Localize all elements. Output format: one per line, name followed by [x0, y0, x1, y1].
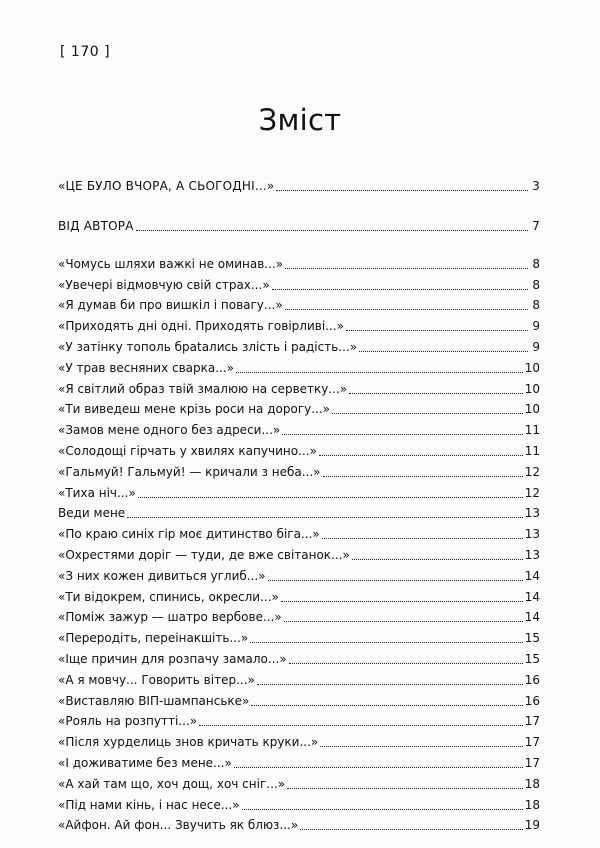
toc-entry-title: «Рояль на розпутті...»: [58, 714, 198, 729]
toc-entry-title: «Айфон. Ай фон... Звучить як блюз...»: [58, 818, 299, 833]
toc-entry-page: 16: [524, 693, 540, 708]
toc-entry[interactable]: [58, 688, 540, 709]
toc-entry[interactable]: [58, 563, 540, 584]
toc-entry-title: «Я думав би про вишкіл і повагу...»: [58, 298, 283, 313]
dot-leader: [281, 600, 523, 602]
toc-entry-page: 15: [524, 631, 540, 646]
toc-entry-page: 11: [524, 443, 540, 458]
dot-leader: [319, 454, 523, 456]
toc-entry-page: 17: [524, 755, 540, 770]
toc-entry-title: «По краю синіх гір моє дитинство біга...»: [58, 527, 320, 542]
toc-section-intro: [58, 173, 540, 194]
dot-leader: [127, 516, 523, 518]
toc-entry-page: 12: [524, 464, 540, 479]
toc-entry-title: «Під нами кінь, і нас несе...»: [58, 797, 240, 812]
toc-entry-page: 13: [524, 506, 540, 521]
toc-entry[interactable]: [58, 750, 540, 771]
toc-entry[interactable]: [58, 709, 540, 730]
toc-entry-title: Веди мене: [58, 506, 126, 521]
dot-leader: [282, 433, 522, 435]
dot-leader: [289, 662, 523, 664]
toc-entry-page: 9: [532, 339, 540, 354]
dot-leader: [199, 724, 523, 726]
toc-entry[interactable]: [58, 771, 540, 792]
toc-entry-page: 9: [532, 319, 540, 334]
toc-entry[interactable]: [58, 438, 540, 459]
toc-entry-page: 8: [532, 298, 540, 313]
toc-entry[interactable]: [58, 397, 540, 418]
toc-entry[interactable]: [58, 355, 540, 376]
toc-entry-page: 17: [524, 714, 540, 729]
toc-entry-title: «Приходять дні одні. Приходять говірливі...»: [58, 319, 344, 334]
toc-entry[interactable]: [58, 646, 540, 667]
toc-entry[interactable]: [58, 213, 540, 234]
toc-entry[interactable]: [58, 417, 540, 438]
toc-entry-title: «А я мовчу... Говорить вітер...»: [58, 672, 255, 687]
toc-entry-title: «Чомусь шляхи важкі не оминав...»: [58, 256, 284, 271]
toc-entry[interactable]: [58, 272, 540, 293]
toc-entry[interactable]: [58, 501, 540, 522]
toc-entry[interactable]: [58, 813, 540, 834]
dot-leader: [285, 267, 528, 269]
dot-leader: [285, 308, 528, 310]
toc-entry-page: 10: [524, 402, 540, 417]
toc-entry[interactable]: [58, 521, 540, 542]
toc-section-author: [58, 213, 540, 234]
toc-entry-page: 15: [524, 651, 540, 666]
toc-entry-title: «Поміж зажур — шатро вербове...»: [58, 610, 282, 625]
dot-leader: [323, 475, 523, 477]
dot-leader: [359, 350, 528, 352]
toc-entry[interactable]: [58, 173, 540, 194]
toc-entry-title: «ЦЕ БУЛО ВЧОРА, А СЬОГОДНІ...»: [58, 178, 275, 193]
toc-entry[interactable]: [58, 792, 540, 813]
toc-entry-page: 8: [532, 277, 540, 292]
toc-entry-page: 13: [524, 547, 540, 562]
toc-entry-page: 11: [524, 423, 540, 438]
toc-entry-title: «Після хурделиць знов кричать круки...»: [58, 735, 319, 750]
dot-leader: [320, 745, 522, 747]
toc-entry-page: 16: [524, 672, 540, 687]
dot-leader: [268, 579, 523, 581]
toc-entry-title: «У затінку тополь брatались злість і радість...»: [58, 339, 358, 354]
toc-entry[interactable]: [58, 334, 540, 355]
dot-leader: [349, 392, 523, 394]
toc-entry[interactable]: [58, 625, 540, 646]
toc-entry-title: «З них кожен дивиться углиб...»: [58, 568, 266, 583]
toc-entry-title: «Виставляю ВІП-шампанське»: [58, 693, 250, 708]
dot-leader: [300, 828, 523, 830]
dot-leader: [276, 189, 528, 191]
dot-leader: [250, 641, 523, 643]
toc-entry-title: «Солодощі гірчать у хвилях капучино...»: [58, 443, 317, 458]
toc-entry-page: 3: [532, 178, 540, 193]
toc-entry[interactable]: [58, 584, 540, 605]
page-number: [ 170 ]: [60, 44, 111, 60]
toc-entry-title: «Ти відокрем, спинись, окресли...»: [58, 589, 279, 604]
dot-leader: [352, 558, 523, 560]
toc-entry[interactable]: [58, 251, 540, 272]
toc-entry-page: 10: [524, 360, 540, 375]
dot-leader: [284, 620, 523, 622]
dot-leader: [332, 412, 523, 414]
dot-leader: [136, 229, 528, 231]
dot-leader: [257, 683, 523, 685]
dot-leader: [272, 288, 528, 290]
toc-entry-page: 8: [532, 256, 540, 271]
toc-entry-page: 12: [524, 485, 540, 500]
toc-entry-title: «У трав весняних сварка...»: [58, 360, 235, 375]
toc-entry-page: 10: [524, 381, 540, 396]
toc-entry-page: 17: [524, 735, 540, 750]
toc-entry-title: «Іще причин для розпачу замало...»: [58, 651, 287, 666]
dot-leader: [234, 766, 523, 768]
dot-leader: [138, 496, 523, 498]
toc-entry[interactable]: [58, 729, 540, 750]
toc-entry[interactable]: [58, 605, 540, 626]
toc-entry[interactable]: [58, 667, 540, 688]
toc-entry[interactable]: [58, 376, 540, 397]
toc-entry[interactable]: [58, 542, 540, 563]
dot-leader: [236, 371, 523, 373]
toc-entry-page: 14: [524, 568, 540, 583]
dot-leader: [251, 704, 522, 706]
toc-entry-title: «Гальмуй! Гальмуй! — кричали з неба...»: [58, 464, 321, 479]
toc-entry-title: «А хай там що, хоч дощ, хоч сніг...»: [58, 776, 286, 791]
toc-entry[interactable]: [58, 459, 540, 480]
toc-entry-title: «І доживатиме без мене...»: [58, 755, 232, 770]
toc-entry-page: 18: [524, 776, 540, 791]
dot-leader: [287, 787, 523, 789]
toc-entry[interactable]: [58, 313, 540, 334]
toc-entry-page: 13: [524, 527, 540, 542]
dot-leader: [346, 329, 528, 331]
toc-entry-page: 14: [524, 589, 540, 604]
toc-entry-page: 19: [524, 818, 540, 833]
toc-entry-title: «Замов мене одного без адреси...»: [58, 423, 281, 438]
toc-entry-title: ВІД АВТОРА: [58, 218, 134, 233]
toc-entry-title: «Увечері відмовчую свій страх...»: [58, 277, 270, 292]
toc-entry-page: 18: [524, 797, 540, 812]
page-title: Зміст: [258, 103, 342, 138]
toc-entry-title: «Переродіть, переінакшіть...»: [58, 631, 249, 646]
dot-leader: [322, 537, 523, 539]
toc-entry-title: «Ти виведеш мене крізь роси на дорогу...»: [58, 402, 331, 417]
toc-entry-title: «Тиха ніч...»: [58, 485, 136, 500]
toc-entry-title: «Я світлий образ твій змалюю на серветку...»: [58, 381, 348, 396]
dot-leader: [242, 808, 523, 810]
toc-entry-page: 7: [532, 218, 540, 233]
toc-entry-title: «Охрестями доріг — туди, де вже світанок...»: [58, 547, 350, 562]
toc-entry-page: 14: [524, 610, 540, 625]
toc-entry[interactable]: [58, 293, 540, 314]
toc-section-poems: [58, 251, 540, 833]
toc-entry[interactable]: [58, 480, 540, 501]
